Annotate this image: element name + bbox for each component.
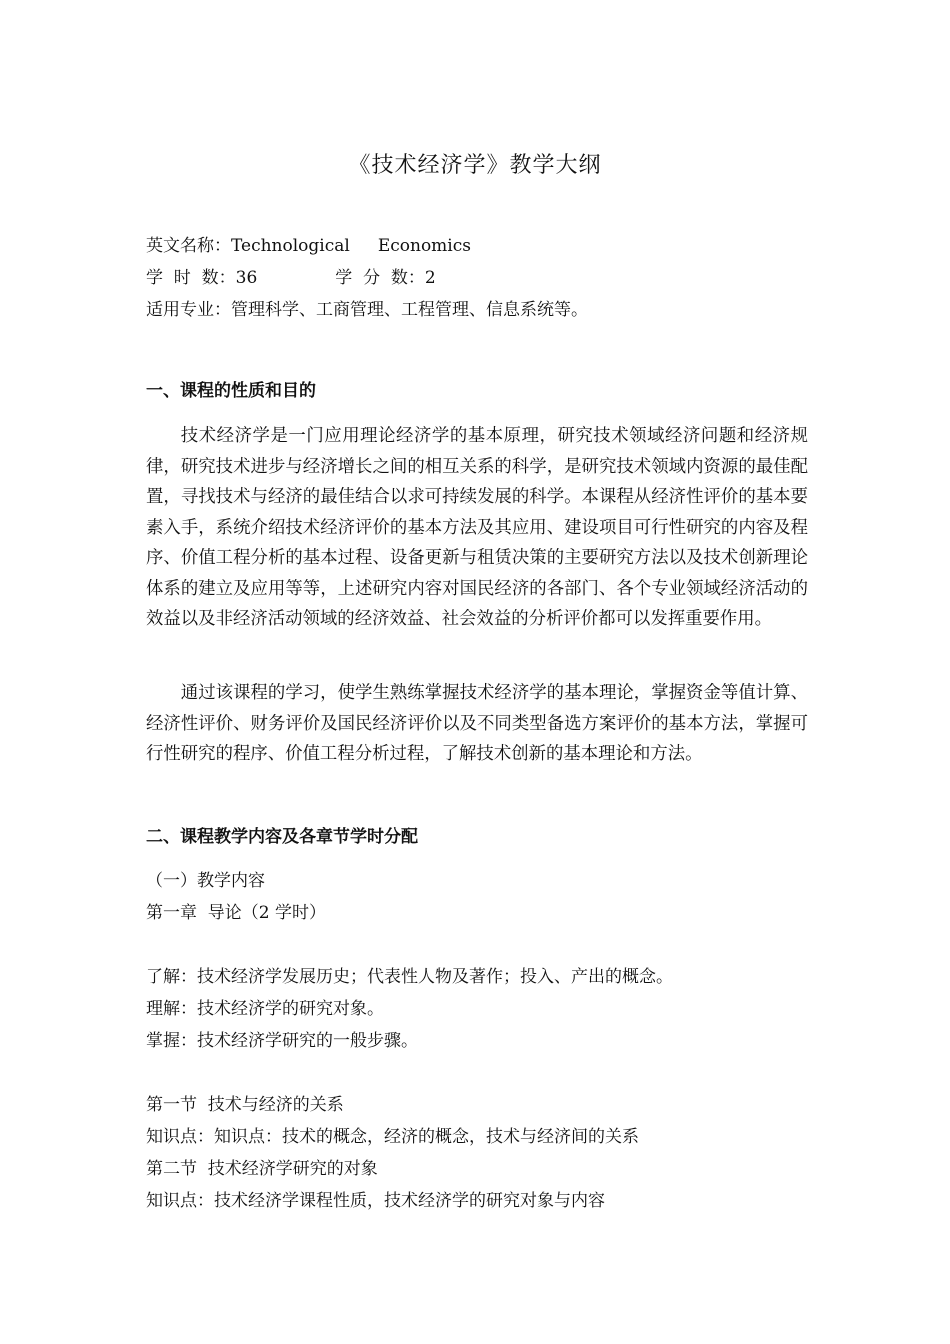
section-1-heading: 一、课程的性质和目的 (146, 381, 316, 401)
applicable-major-line: 适用专业：管理科学、工商管理、工程管理、信息系统等。 (146, 300, 588, 320)
page-title: 《技术经济学》教学大纲 (348, 153, 602, 178)
master-line: 掌握：技术经济学研究的一般步骤。 (146, 1031, 418, 1051)
english-name-line (146, 236, 471, 256)
english-name-word2: Economics (377, 236, 471, 256)
credits-value: 2 (424, 268, 436, 288)
section-2-heading: 二、课程教学内容及各章节学时分配 (146, 827, 418, 847)
english-name-label: 英文名称： (146, 236, 231, 256)
section-1-2-title: 第二节 技术经济学研究的对象 (146, 1159, 378, 1179)
section-1-1-knowledge-points: 知识点：知识点：技术的概念，经济的概念，技术与经济间的关系 (146, 1127, 639, 1147)
section-1-paragraph-2: 通过该课程的学习，使学生熟练掌握技术经济学的基本理论，掌握资金等值计算、经济性评价、财务评价及国民经济评价以及不同类型备选方案评价的基本方法，掌握可行性研究的程序、价值工程分析过程，了解技术创新的基本理论和方法。 (146, 683, 808, 764)
hours-credits-line (146, 268, 436, 288)
english-name-word1: Technological (231, 236, 350, 256)
hours-label: 学 时 数： (146, 268, 236, 288)
section-1-paragraph-1: 技术经济学是一门应用理论经济学的基本原理，研究技术领域经济问题和经济规律，研究技术进步与经济增长之间的相互关系的科学，是研究技术领域内资源的最佳配置，寻找技术与经济的最佳结合以求可持续发展的科学。本课程从经济性评价的基本要素入手，系统介绍技术经济评价的基本方法及其应用、建设项目可行性研究的内容及程序、价值工程分析的基本过程、设备更新与租赁决策的主要研究方法以及技术创新理论体系的建立及应用等等，上述研究内容对国民经济的各部门、各个专业领域经济活动的效益以及非经济活动领域的经济效益、社会效益的分析评价都可以发挥重要作用。 (146, 426, 808, 629)
teaching-content-subheading: （一）教学内容 (146, 871, 265, 891)
chapter-1-title: 第一章 导论（2 学时） (146, 903, 327, 923)
understand-line: 了解：技术经济学发展历史；代表性人物及著作；投入、产出的概念。 (146, 967, 673, 987)
section-1-1-title: 第一节 技术与经济的关系 (146, 1095, 344, 1115)
section-1-2-knowledge-points: 知识点：技术经济学课程性质，技术经济学的研究对象与内容 (146, 1191, 605, 1211)
credits-label: 学 分 数： (335, 268, 425, 288)
comprehend-line: 理解：技术经济学的研究对象。 (146, 999, 384, 1019)
hours-value: 36 (235, 268, 258, 288)
